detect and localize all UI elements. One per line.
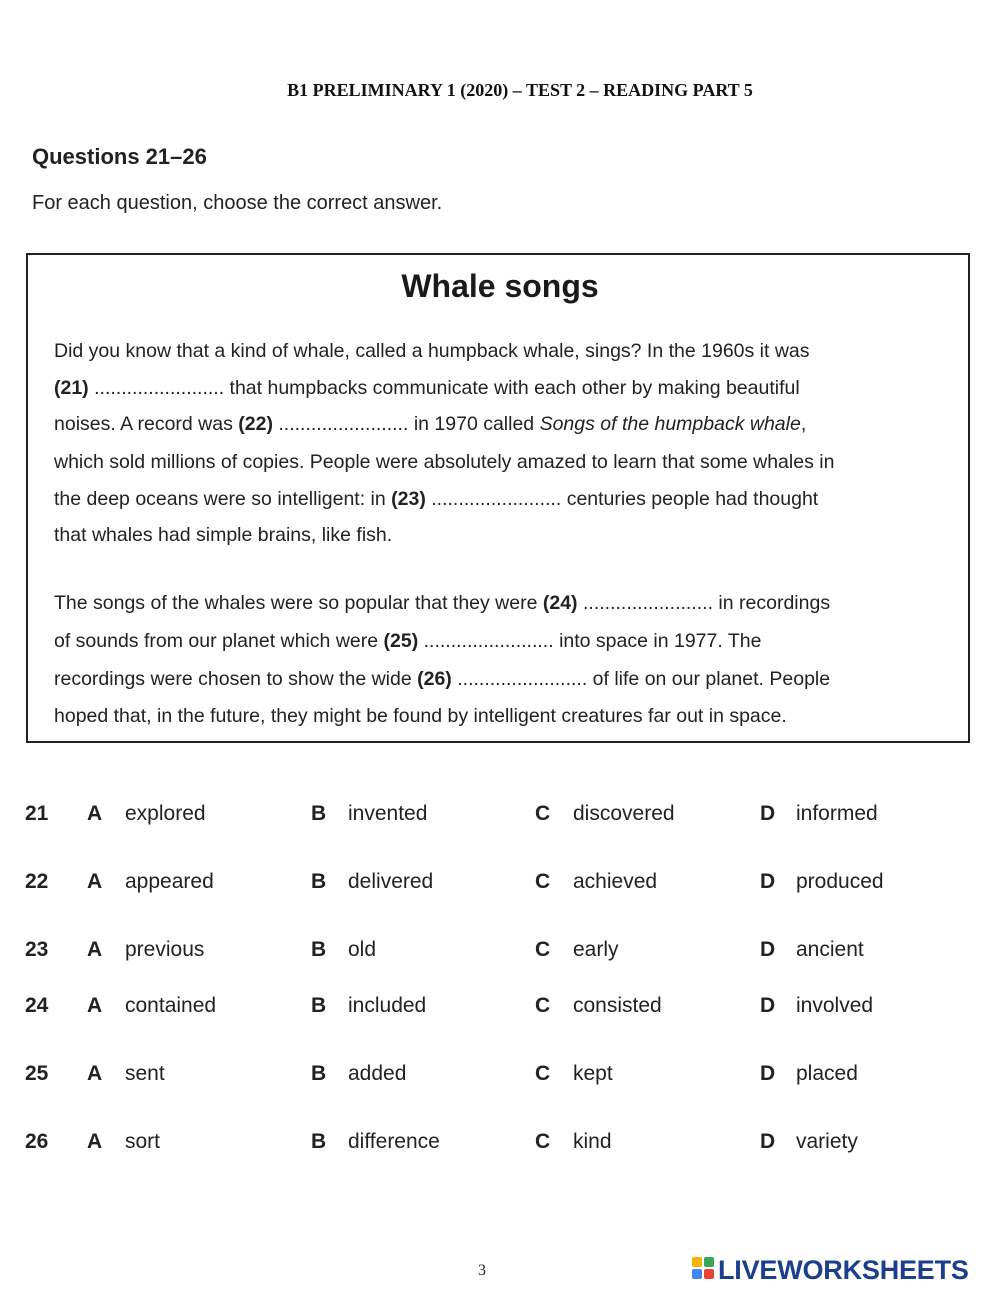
option-d[interactable]: variety	[796, 1130, 858, 1153]
option-letter-d: D	[760, 1130, 776, 1153]
option-letter-d: D	[760, 938, 776, 961]
option-d[interactable]: informed	[796, 802, 878, 825]
questions-heading: Questions 21–26	[32, 144, 207, 169]
passage-line: the deep oceans were so intelligent: in (23) ........................ centuries people had thought	[54, 488, 819, 510]
option-a[interactable]: sort	[125, 1130, 161, 1153]
passage-line: which sold millions of copies. People were absolutely amazed to learn that some whales in	[54, 451, 835, 473]
passage-line: of sounds from our planet which were (25) ........................ into space in 1977. The	[54, 630, 762, 652]
option-b[interactable]: difference	[348, 1130, 440, 1153]
option-a[interactable]: previous	[125, 938, 205, 961]
liveworksheets-logo-text: LIVEWORKSHEETS	[718, 1255, 969, 1285]
passage-line: hoped that, in the future, they might be found by intelligent creatures far out in space.	[54, 705, 787, 727]
option-c[interactable]: achieved	[573, 870, 658, 893]
option-letter-c: C	[535, 994, 551, 1017]
gap-23-number: (23)	[391, 488, 426, 510]
option-letter-c: C	[535, 938, 551, 961]
option-letter-c: C	[535, 1130, 551, 1153]
passage-title: Whale songs	[401, 268, 599, 304]
option-c[interactable]: kind	[573, 1130, 612, 1153]
option-letter-d: D	[760, 1062, 776, 1085]
option-a[interactable]: sent	[125, 1062, 165, 1085]
question-number: 21	[25, 802, 49, 825]
option-letter-a: A	[87, 994, 103, 1017]
option-letter-b: B	[311, 1062, 327, 1085]
option-b[interactable]: added	[348, 1062, 407, 1085]
question-24-options	[0, 994, 1000, 1034]
option-letter-c: C	[535, 1062, 551, 1085]
option-a[interactable]: explored	[125, 802, 206, 825]
option-d[interactable]: produced	[796, 870, 884, 893]
option-d[interactable]: involved	[796, 994, 874, 1017]
option-letter-a: A	[87, 870, 103, 893]
option-c[interactable]: kept	[573, 1062, 613, 1085]
option-c[interactable]: consisted	[573, 994, 662, 1017]
gap-21-number: (21)	[54, 377, 89, 399]
option-b[interactable]: invented	[348, 802, 428, 825]
gap-26-number: (26)	[417, 668, 452, 690]
gap-25-number: (25)	[383, 630, 419, 652]
passage-line: that whales had simple brains, like fish.	[54, 524, 393, 546]
option-b[interactable]: included	[348, 994, 427, 1017]
option-d[interactable]: ancient	[796, 938, 864, 961]
option-letter-a: A	[87, 802, 103, 825]
question-number: 26	[25, 1130, 49, 1153]
option-letter-b: B	[311, 994, 327, 1017]
option-letter-c: C	[535, 870, 551, 893]
question-number: 23	[25, 938, 49, 961]
passage-line: noises. A record was (22) ........................ in 1970 called Songs of the humpback whale,	[54, 413, 807, 435]
question-21-options	[0, 802, 1000, 842]
option-c[interactable]: early	[573, 938, 619, 961]
question-23-options	[0, 938, 1000, 978]
option-letter-b: B	[311, 938, 327, 961]
page-number: 3	[478, 1262, 486, 1279]
option-letter-d: D	[760, 802, 776, 825]
option-a[interactable]: contained	[125, 994, 217, 1017]
question-number: 22	[25, 870, 49, 893]
question-25-options	[0, 1062, 1000, 1102]
option-letter-a: A	[87, 1130, 103, 1153]
option-a[interactable]: appeared	[125, 870, 214, 893]
question-22-options	[0, 870, 1000, 910]
question-26-options	[0, 1130, 1000, 1170]
option-b[interactable]: old	[348, 938, 377, 961]
passage-line: Did you know that a kind of whale, called a humpback whale, sings? In the 1960s it was	[54, 340, 810, 362]
option-d[interactable]: placed	[796, 1062, 858, 1085]
option-letter-b: B	[311, 870, 327, 893]
option-letter-c: C	[535, 802, 551, 825]
gap-24-number: (24)	[542, 592, 578, 614]
passage-line: recordings were chosen to show the wide (26) ........................ of life on our planet. People	[54, 668, 831, 690]
passage-line: (21) ........................ that humpbacks communicate with each other by making beautiful	[54, 377, 800, 399]
option-b[interactable]: delivered	[348, 870, 434, 893]
passage-line: The songs of the whales were so popular that they were (24) ........................ in recordings	[54, 592, 831, 614]
question-number: 24	[25, 994, 49, 1017]
option-letter-b: B	[311, 1130, 327, 1153]
gap-22-number: (22)	[238, 413, 273, 435]
option-letter-d: D	[760, 994, 776, 1017]
page-header-title: B1 PRELIMINARY 1 (2020) – TEST 2 – READING PART 5	[287, 80, 753, 100]
question-number: 25	[25, 1062, 49, 1085]
instructions: For each question, choose the correct answer.	[32, 192, 443, 214]
liveworksheets-logo-icon	[692, 1257, 716, 1281]
option-c[interactable]: discovered	[573, 802, 675, 825]
option-letter-d: D	[760, 870, 776, 893]
option-letter-a: A	[87, 1062, 103, 1085]
option-letter-a: A	[87, 938, 103, 961]
option-letter-b: B	[311, 802, 327, 825]
